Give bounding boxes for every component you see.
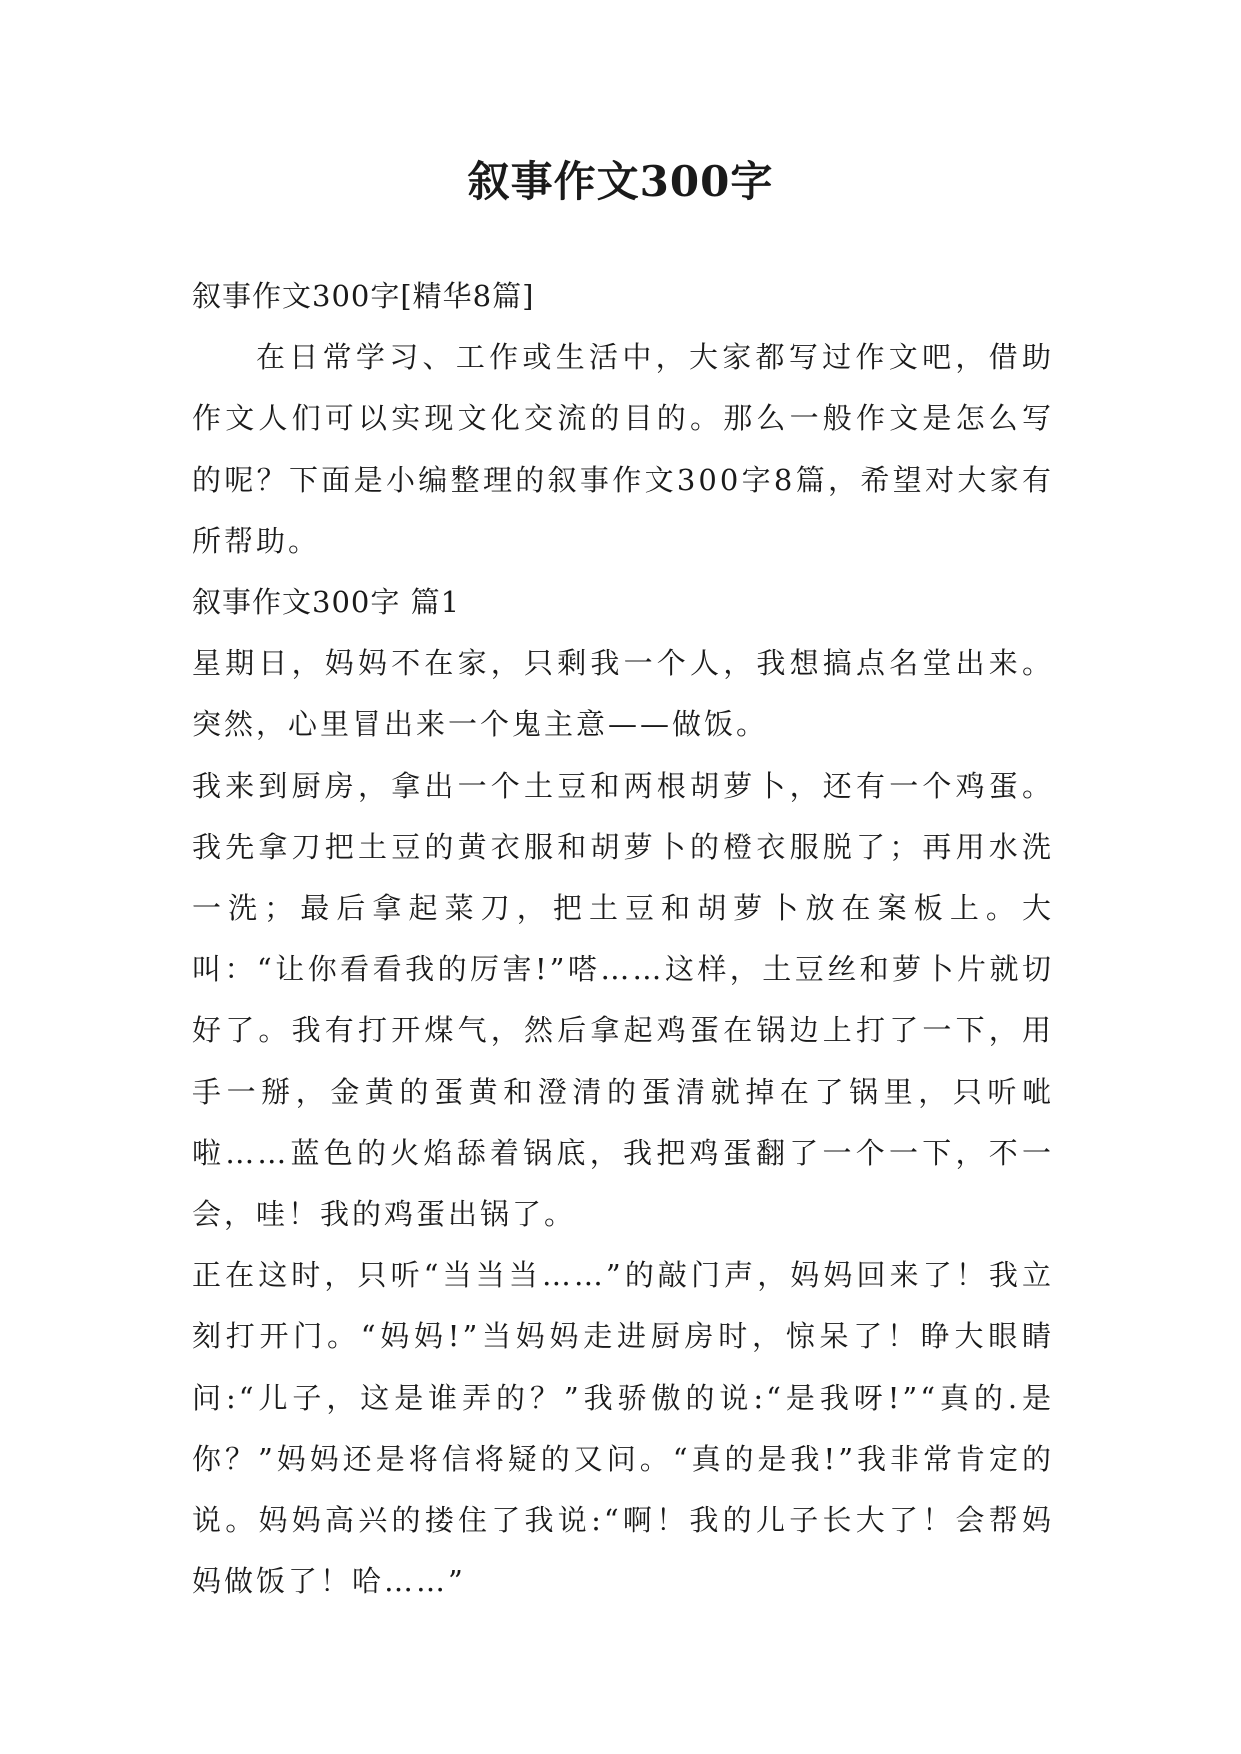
document-title: 叙事作文300字 [467,157,774,206]
body-paragraph: 正在这时，只听“当当当……”的敲门声，妈妈回来了！我立刻打开门。“妈妈!”当妈妈走进厨房时，惊呆了！睁大眼睛问:“儿子，这是谁弄的？”我骄傲的说:“是我呀!”“真的.是你？”妈妈还是将信将疑的又问。“真的是我!”我非常肯定的说。妈妈高兴的搂住了我说:“啊！我的儿子长大了！会帮妈妈做饭了！哈……” [192,1258,1054,1599]
body-paragraph: 星期日，妈妈不在家，只剩我一个人，我想搞点名堂出来。突然，心里冒出来一个鬼主意——做饭。 [192,646,1054,742]
intro-paragraph: 在日常学习、工作或生活中，大家都写过作文吧，借助作文人们可以实现文化交流的目的。那么一般作文是怎么写的呢？下面是小编整理的叙事作文300字8篇，希望对大家有所帮助。 [192,340,1054,558]
body-paragraph: 我来到厨房，拿出一个土豆和两根胡萝卜，还有一个鸡蛋。我先拿刀把土豆的黄衣服和胡萝卜的橙衣服脱了；再用水洗一洗；最后拿起菜刀，把土豆和胡萝卜放在案板上。大叫：“让你看看我的厉害!”嗒……这样，土豆丝和萝卜片就切好了。我有打开煤气，然后拿起鸡蛋在锅边上打了一下，用手一掰，金黄的蛋黄和澄清的蛋清就掉在了锅里，只听呲啦……蓝色的火焰舔着锅底，我把鸡蛋翻了一个一下，不一会，哇！我的鸡蛋出锅了。 [192,768,1054,1232]
section-heading: 叙事作文300字 篇1 [192,585,461,620]
document-subtitle: 叙事作文300字[精华8篇] [192,279,535,313]
document-body [192,266,1054,1612]
